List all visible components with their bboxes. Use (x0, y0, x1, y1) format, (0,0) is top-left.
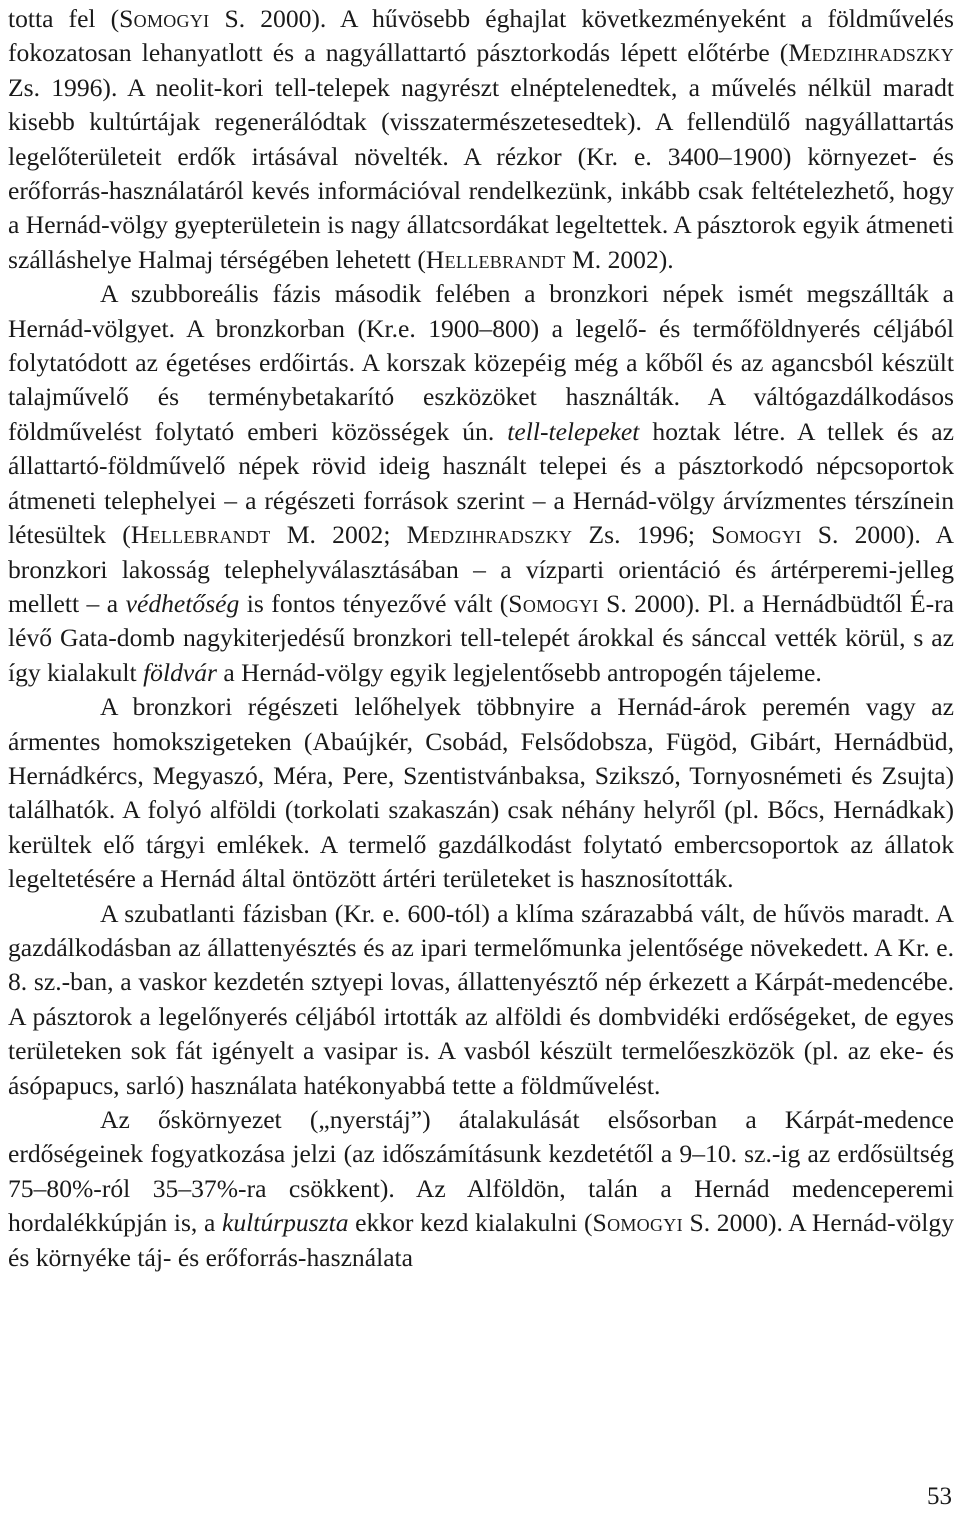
text-run: is fontos tényezővé vált ( (239, 588, 509, 618)
author-name: Medzihradszky (788, 38, 954, 68)
text-run: M. 2002). (565, 244, 674, 274)
text-run: Zs. 1996; (572, 520, 712, 550)
paragraph (8, 690, 954, 896)
text-run: A bronzkori régészeti lelőhelyek többnyire a Hernád-árok peremén vagy az ármentes homokszigeteken (Abaújkér, Csobád, Felsődobsza, Fügöd, Gibárt, Hernádbüd, Hernádkércs, Megyaszó, Méra, Pere, Szentistvánbaksa, Szikszó, Tornyosnémeti és Zsujta) találhatók. A folyó alföldi (torkolati szakaszán) csak néhány helyről (pl. Bőcs, Hernádkak) kerültek elő tárgyi emlékek. A termelő gazdálkodást folytató embercsoportok az állatok legeltetésére a Hernád által öntözött ártéri területeket is hasznosították. (8, 692, 954, 894)
italic-term: kultúrpuszta (221, 1208, 349, 1238)
text-run: M. 2002; (270, 520, 407, 550)
author-name: Somogyi (711, 520, 802, 550)
author-name: Hellebrandt (130, 520, 271, 550)
text-run: S. 2000). A bronzkori lakosság telephelyválasztásában – a vízparti orientáció és ártérperemi-jelleg mellett – a (8, 520, 954, 618)
author-name: Somogyi (508, 588, 599, 618)
italic-term: védhetőség (125, 588, 240, 618)
body-text (8, 2, 954, 1275)
text-run: S. 2000). A Hernád-völgy és környéke táj- és erőforrás-használata (8, 1208, 954, 1272)
paragraph (8, 277, 954, 690)
paragraph (8, 1103, 954, 1275)
text-run: S. 2000). A hűvösebb éghajlat következményeként a földművelés fokozatosan lehanyatlott és a nagyállattartó pásztorkodás lépett előtérbe ( (8, 4, 954, 68)
text-run: hoztak létre. A tellek és az állattartó-földművelő népek rövid ideig használt telepei és a pásztorkodó népcsoportok átmeneti telephelyei – a régészeti források szerint – a Hernád-völgy árvízmentes térszínein létesültek ( (8, 416, 954, 550)
author-name: Somogyi (119, 4, 210, 33)
text-run: S. 2000). Pl. a Hernádbüdtől É-ra lévő Gata-domb nagykiterjedésű bronzkori tell-telepét árokkal és sánccal vették körül, s az így kialakult (8, 588, 954, 687)
text-run: A szubatlanti fázisban (Kr. e. 600-tól) a klíma szárazabbá vált, de hűvös maradt. A gazdálkodásban az állattenyésztés és az ipari termelőmunka jelentősége növekedett. A Kr. e. 8. sz.-ban, a vaskor kezdetén sztyepi lovas, állattenyésztő nép érkezett a Kárpát-medencébe. A pásztorok a legelőnyerés céljából irtották az alföldi és dombvidéki erdőségeket, de egyes területeken sok fát igényelt a vasipar is. A vasból készült termelőeszközök (pl. az eke- és ásópapucs, sarló) használata hatékonyabbá tette a földművelést. (8, 898, 954, 1100)
page-number: 53 (927, 1483, 952, 1510)
text-run: Az őskörnyezet („nyerstáj”) átalakulását elsősorban a Kárpát-medence erdőségeinek fogyatkozása jelzi (az időszámításunk kezdetétől a 9–10. sz.-ig az erdősültség 75–80%-ról 35–37%-ra csökkent). Az Alföldön, talán a Hernád medenceperemi hordalékkúpján is, a (8, 1105, 954, 1238)
text-run: ekkor kezd kialakulni ( (348, 1208, 593, 1238)
text-run: a Hernád-völgy egyik legjelentősebb antropogén tájeleme. (217, 657, 822, 687)
paragraph (8, 897, 954, 1103)
author-name: Hellebrandt (425, 244, 566, 274)
paragraph (8, 2, 954, 277)
italic-term: földvár (143, 657, 217, 687)
text-run: A szubboreális fázis második felében a bronzkori népek ismét megszállták a Hernád-völgyet. A bronzkorban (Kr.e. 1900–800) a legelő- és termőföldnyerés céljából folytatódott az égetéses erdőirtás. A korszak közepéig még a kőből és az agancsból készült talajművelő és terménybetakarító eszközöket használták. A váltógazdálkodásos földművelést folytató emberi közösségek ún. (8, 279, 954, 446)
text-run: Zs. 1996). A neolit-kori tell-telepek nagyrészt elnéptelenedtek, a művelés nélkül maradt kisebb kultúrtájak regenerálódtak (visszatermészetesedtek). A fellendülő nagyállattartás legelőterületeit erdők irtásával növelték. A rézkor (Kr. e. 3400–1900) környezet- és erőforrás-használatáról kevés információval rendelkezünk, inkább csak feltételezhető, hogy a Hernád-völgy gyepterületein is nagy állatcsordákat legeltettek. A pásztorok egyik átmeneti szálláshelye Halmaj térségében lehetett ( (8, 72, 954, 274)
italic-term: tell-telepeket (507, 416, 640, 446)
author-name: Medzihradszky (406, 520, 573, 550)
text-run: totta fel ( (8, 4, 120, 33)
author-name: Somogyi (592, 1208, 683, 1238)
